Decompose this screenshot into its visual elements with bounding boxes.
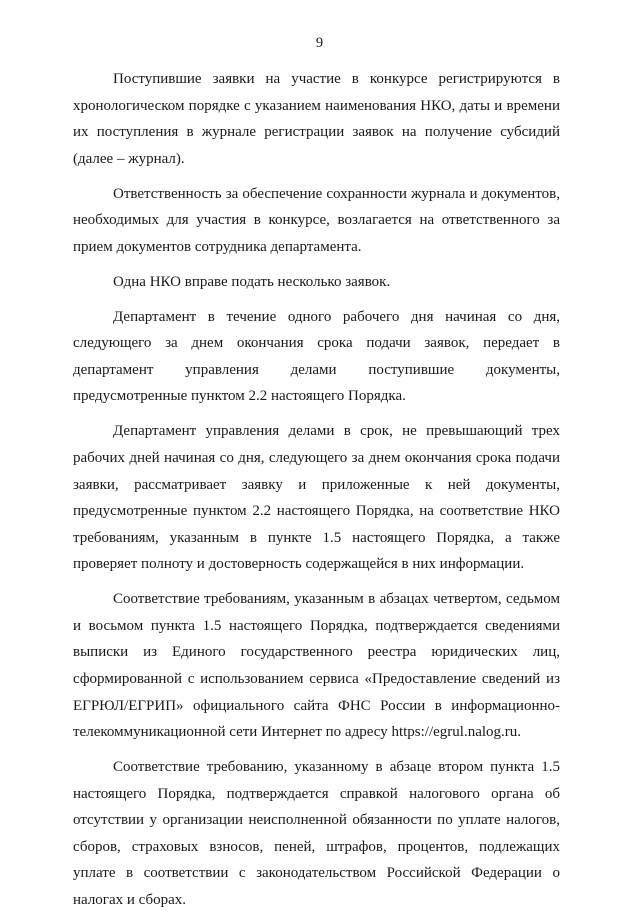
- paragraph-egrul-confirmation: Соответствие требованиям, указанным в абзацах четвертом, седьмом и восьмом пункта 1.5 настоящего Порядка, подтверждается сведениями выписки из Единого государственного реестра юридических лиц, сформированной с использованием сервиса «Предоставление сведений из ЕГРЮЛ/ЕГРИП» официального сайта ФНС России в информационно-телекоммуникационной сети Интернет по адресу https://egrul.nalog.ru.: [73, 591, 560, 741]
- paragraph-multiple-applications: Одна НКО вправе подать несколько заявок.: [113, 273, 391, 290]
- document-body: [73, 66, 560, 922]
- paragraph-tax-certificate: Соответствие требованию, указанному в абзаце втором пункта 1.5 настоящего Порядка, подтверждается справкой налогового органа об отсутствии у организации неисполненной обязанности по уплате налогов, сборов, страховых взносов, пеней, штрафов, процентов, подлежащих уплате в соответствии с законодательством Российской Федерации о налогах и сборах.: [73, 759, 560, 908]
- paragraph-application-review: Департамент управления делами в срок, не превышающий трех рабочих дней начиная со дня, следующего за днем окончания срока подачи заявки, рассматривает заявку и приложенные к ней документы, предусмотренные пунктом 2.2 настоящего Порядка, на соответствие НКО требованиям, указанным в пункте 1.5 настоящего Порядка, а также проверяет полноту и достоверность содержащейся в них информации.: [73, 423, 560, 573]
- page-number: 9: [315, 35, 324, 51]
- paragraph-applications-registration: Поступившие заявки на участие в конкурсе регистрируются в хронологическом порядке с указанием наименования НКО, даты и времени их поступления в журнале регистрации заявок на получение субсидий (далее – журнал).: [73, 71, 560, 167]
- paragraph-documents-transfer: Департамент в течение одного рабочего дня начиная со дня, следующего за днем окончания срока подачи заявок, передает в департамент управления делами поступившие документы, предусмотренные пунктом 2.2 настоящего Порядка.: [73, 308, 560, 405]
- paragraph-journal-responsibility: Ответственность за обеспечение сохранности журнала и документов, необходимых для участия в конкурсе, возлагается на ответственного за прием документов сотрудника департамента.: [73, 185, 560, 255]
